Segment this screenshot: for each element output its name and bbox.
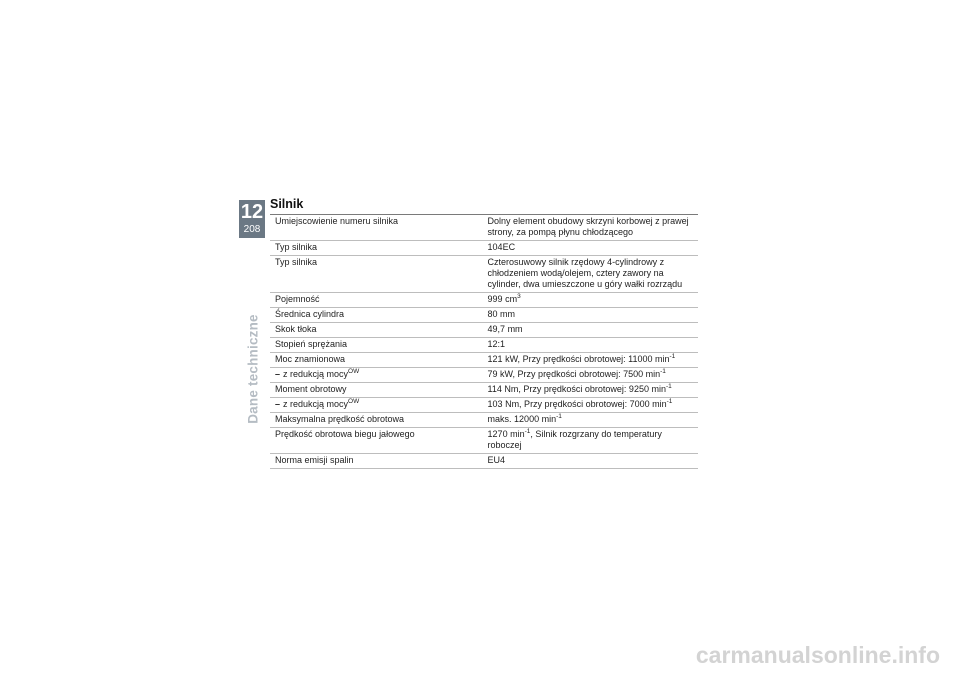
spec-label: Umiejscowienie numeru silnika: [270, 215, 483, 241]
spec-value: 999 $cm^3$: [483, 293, 698, 308]
table-row: [270, 353, 698, 368]
chapter-label: Dane techniczne: [245, 314, 261, 424]
value-superscript: -1: [669, 353, 676, 360]
spec-label: Średnica cylindra: [270, 308, 483, 323]
spec-label: Typ silnika: [270, 256, 483, 293]
table-row: [270, 368, 698, 383]
table-row: [270, 454, 698, 469]
spec-label: Norma emisji spalin: [270, 454, 483, 469]
table-row: [270, 323, 698, 338]
chapter-number: 12: [240, 201, 264, 223]
chapter-badge: [239, 200, 265, 238]
spec-label: Maksymalna prędkość obrotowa: [270, 413, 483, 428]
table-row: [270, 383, 698, 398]
table-row: [270, 338, 698, 353]
value-superscript: -1: [660, 368, 666, 375]
spec-label: – z redukcją mocy$^{OW}$: [270, 368, 483, 383]
spec-label: Typ silnika: [270, 241, 483, 256]
value-superscript: -1: [556, 413, 562, 420]
label-superscript: OW: [348, 398, 360, 405]
page-number: 208: [243, 224, 261, 235]
spec-label: Stopień sprężania: [270, 338, 483, 353]
spec-label: – z redukcją mocy$^{OW}$: [270, 398, 483, 413]
spec-value: 121 kW, Przy prędkości obrotowej: 11000 $\min^{-1}$: [483, 353, 698, 368]
watermark: carmanualsonline.info: [695, 642, 940, 668]
table-row: [270, 241, 698, 256]
table-row: [270, 428, 698, 454]
spec-value: EU4: [483, 454, 698, 469]
spec-value: 103 Nm, Przy prędkości obrotowej: 7000 $\min^{-1}$: [483, 398, 698, 413]
table-row: [270, 413, 698, 428]
table-row: [270, 215, 698, 241]
spec-value: Dolny element obudowy skrzyni korbowej z prawej strony, za pompą płynu chłodzącego: [483, 215, 698, 241]
value-superscript: -1: [524, 428, 531, 435]
label-superscript: OW: [348, 368, 360, 375]
dash-marker: –: [275, 369, 281, 379]
spec-value: 79 kW, Przy prędkości obrotowej: 7500 $\min^{-1}$: [483, 368, 698, 383]
table-row: [270, 293, 698, 308]
spec-value: Czterosuwowy silnik rzędowy 4-cylindrowy z chłodzeniem wodą/olejem, cztery zawory na cylinder, dwa umieszczone u góry wałki rozrządu: [483, 256, 698, 293]
spec-value: maks. 12000 $\min^{-1}$: [483, 413, 698, 428]
spec-value: 1270 $\min^{-1}$, Silnik rozgrzany do temperatury roboczej: [483, 428, 698, 454]
spec-label: Skok tłoka: [270, 323, 483, 338]
value-superscript: -1: [666, 398, 673, 405]
spec-value: 104EC: [483, 241, 698, 256]
spec-value: 12:1: [483, 338, 698, 353]
value-superscript: 3: [517, 293, 521, 300]
spec-label: Pojemność: [270, 293, 483, 308]
spec-label: Moment obrotowy: [270, 383, 483, 398]
section-title: Silnik: [270, 197, 304, 211]
spec-label: Moc znamionowa: [270, 353, 483, 368]
table-row: [270, 308, 698, 323]
spec-label: Prędkość obrotowa biegu jałowego: [270, 428, 483, 454]
table-row: [270, 398, 698, 413]
spec-value: 114 Nm, Przy prędkości obrotowej: 9250 $\min^{-1}$: [483, 383, 698, 398]
spec-value: 80 mm: [483, 308, 698, 323]
value-superscript: -1: [665, 383, 672, 390]
spec-value: 49,7 mm: [483, 323, 698, 338]
dash-marker: –: [275, 399, 281, 409]
engine-spec-table: [270, 214, 698, 469]
table-row: [270, 256, 698, 293]
